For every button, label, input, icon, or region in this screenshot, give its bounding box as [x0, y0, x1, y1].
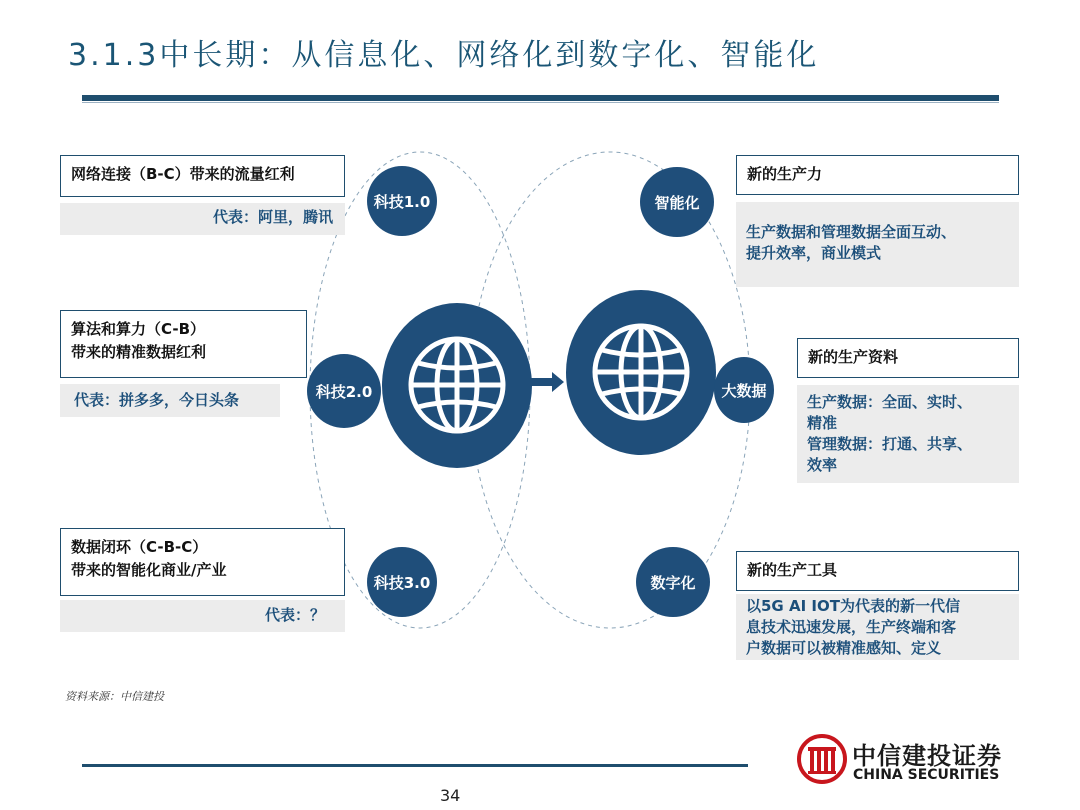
right-desc-2-line4: 效率 [807, 456, 838, 474]
left-box-3-line2: 带来的智能化商业/产业 [71, 561, 227, 579]
badge-tech-3: 科技3.0 [367, 547, 437, 617]
right-box-2 [797, 338, 1019, 378]
left-rep-1 [60, 203, 345, 235]
left-box-2 [60, 310, 307, 378]
right-box-3 [736, 551, 1019, 591]
right-desc-1-line2: 提升效率，商业模式 [746, 244, 882, 262]
left-rep-3 [60, 600, 345, 632]
right-desc-3-line2: 息技术迅速发展，生产终端和客 [746, 618, 957, 636]
right-desc-1 [736, 202, 1019, 287]
right-desc-2 [797, 385, 1019, 483]
right-desc-3-line3: 户数据可以被精准感知、定义 [746, 639, 942, 657]
left-rep-3-text: 代表：？ [264, 606, 325, 624]
right-box-3-heading: 新的生产工具 [747, 561, 838, 579]
left-box-1-heading: 网络连接（B-C）带来的流量红利 [71, 165, 295, 183]
left-rep-2-text: 代表：拼多多，今日头条 [74, 391, 240, 409]
left-box-1 [60, 155, 345, 197]
logo-chinese: 中信建投证券 [852, 742, 1002, 770]
badge-big-data: 大数据 [714, 357, 774, 423]
page-number: 34 [440, 786, 461, 805]
badge-tech-1: 科技1.0 [367, 166, 437, 236]
footer-rule [82, 764, 748, 767]
page-title: 3.1.3中长期：从信息化、网络化到数字化、智能化 [68, 38, 820, 73]
china-securities-logo-icon [796, 733, 848, 785]
right-desc-2-line1: 生产数据：全面、实时、 [807, 393, 973, 411]
arrow-right-icon [530, 370, 566, 394]
left-rep-2 [60, 384, 280, 417]
right-box-1 [736, 155, 1019, 195]
badge-tech-2: 科技2.0 [307, 354, 381, 428]
right-box-2-heading: 新的生产资料 [808, 348, 899, 366]
right-desc-3-line1: 以5G AI IOT为代表的新一代信 [746, 597, 960, 615]
left-box-2-line1: 算法和算力（C-B） [71, 320, 206, 338]
globe-left [382, 303, 532, 468]
right-desc-2-line3: 管理数据：打通、共享、 [807, 435, 973, 453]
right-desc-1-line1: 生产数据和管理数据全面互动、 [746, 223, 957, 241]
left-box-3-line1: 数据闭环（C-B-C） [71, 538, 208, 556]
left-rep-1-text: 代表：阿里，腾讯 [212, 208, 333, 226]
right-box-1-heading: 新的生产力 [747, 165, 823, 183]
left-box-3 [60, 528, 345, 596]
logo-english: CHINA SECURITIES [853, 767, 1000, 783]
badge-digitalization: 数字化 [636, 547, 710, 617]
left-box-2-line2: 带来的精准数据红利 [71, 343, 207, 361]
badge-intelligence: 智能化 [640, 167, 714, 237]
globe-right [566, 290, 716, 455]
right-desc-2-line2: 精准 [807, 414, 838, 432]
globe-icon [566, 290, 716, 455]
source-note: 资料来源：中信建投 [65, 690, 164, 703]
globe-icon [382, 303, 532, 468]
right-desc-3 [736, 594, 1019, 660]
